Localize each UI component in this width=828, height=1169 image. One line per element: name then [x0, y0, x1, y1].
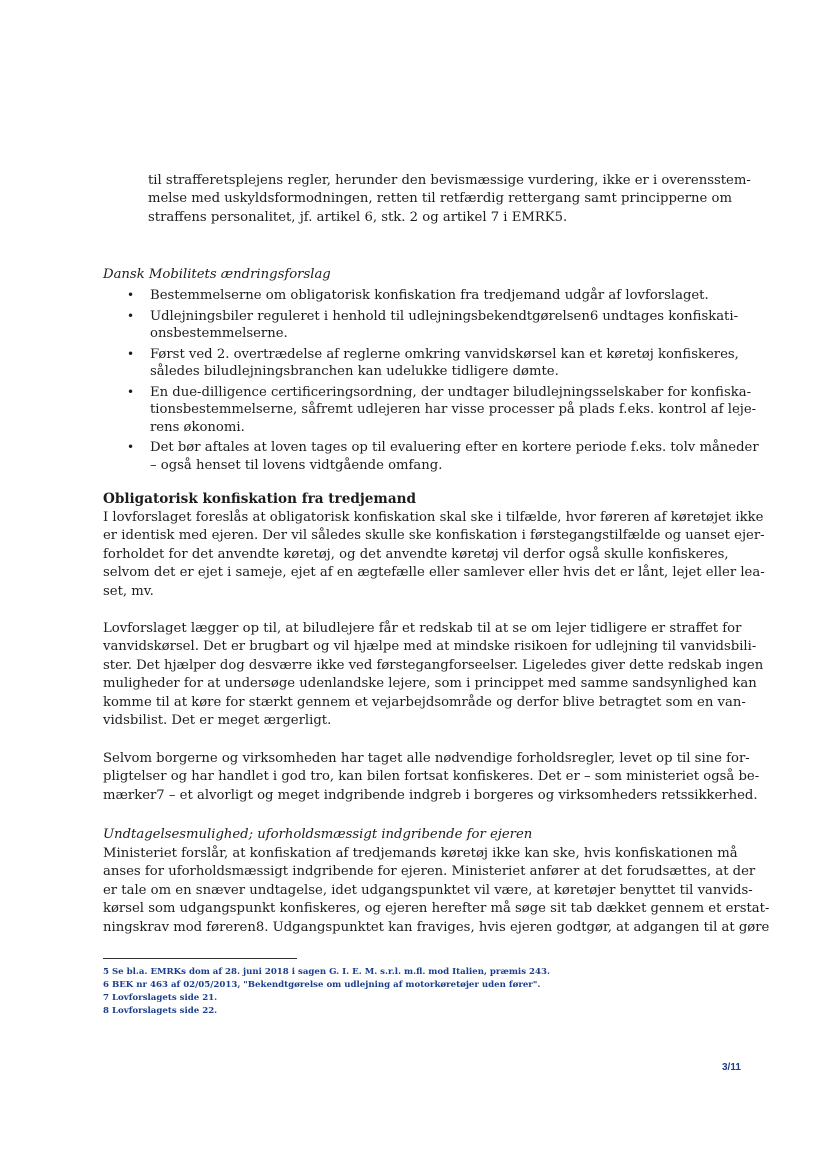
text-line: En due-dilligence certificeringsordning, der undtager biludlejningsselskaber for konfiska-: [150, 384, 752, 400]
text-line: Selvom borgerne og virksomheden har taget alle nødvendige forholdsregler, levet op til sine for-: [103, 751, 750, 766]
list-item: [103, 384, 757, 437]
section-heading-ok: Obligatorisk konfiskation fra tredjemand: [103, 491, 417, 507]
text-line: således biludlejningsbranchen kan udelukke tidligere dømte.: [150, 364, 559, 379]
text-line: mærker7 – et alvorligt og meget indgribende indgreb i borgeres og virksomheders retssikkerhed.: [103, 787, 758, 803]
list-item: [103, 287, 713, 305]
text-line: kørsel som udgangspunkt konfiskeres, og ejeren herefter må søge sit tab dækket gennem et erstat-: [103, 901, 770, 917]
text-line: Ministeriet forslår, at konfiskation af tredjemands køretøj ikke kan ske, hvis konfiskationen må: [103, 846, 738, 861]
footnote-divider: [103, 958, 297, 959]
text-line: Lovforslaget lægger op til, at biludlejere får et redskab til at se om lejer tidligere er straffet for: [103, 621, 742, 636]
bullet-icon: •: [127, 308, 135, 323]
section-heading-dm: Dansk Mobilitets ændringsforslag: [103, 267, 331, 282]
text-line: pligtelser og har handlet i god tro, kan bilen fortsat konfiskeres. Det er – som ministeriet også be-: [103, 769, 760, 785]
text-line: ster. Det hjælper dog desværre ikke ved førstegangforseelser. Ligeledes giver dette redskab ingen: [103, 657, 764, 673]
text-line: anses for uforholdsmæssigt indgribende for ejeren. Ministeriet anfører at det forudsættes, at der: [103, 864, 756, 880]
intro-paragraph: [148, 172, 751, 227]
footnote: 8 Lovforslagets side 22.: [103, 1006, 218, 1016]
bullet-icon: •: [127, 346, 135, 361]
page-number: 3/11: [722, 1062, 741, 1073]
text-line: muligheder for at undersøge udenlandske lejere, som i princippet med samme sandsynlighed kan: [103, 676, 757, 692]
paragraph-2: [103, 620, 764, 730]
text-line: er identisk med ejeren. Der vil således skulle ske konfiskation i førstegangstilfælde og uanset ejer-: [103, 528, 765, 544]
section-heading-ut: Undtagelsesmulighed; uforholdsmæssigt indgribende for ejeren: [103, 827, 533, 842]
text-line: Det bør aftales at loven tages op til evaluering efter en kortere periode f.eks. tolv måneder: [150, 440, 759, 455]
text-line: selvom det er ejet i sameje, ejet af en ægtefælle eller samlever eller hvis det er lånt, lejet eller lea-: [103, 565, 765, 581]
list-item: [103, 346, 739, 381]
paragraph-3: [103, 750, 760, 805]
text-line: Udlejningsbiler reguleret i henhold til udlejningsbekendtgørelsen6 undtages konfiskati-: [150, 308, 739, 324]
text-line: vanvidskørsel. Det er brugbart og vil hjælpe med at mindske risikoen for udlejning til vanvidsbili-: [103, 639, 757, 655]
list-item: [103, 308, 739, 343]
bullet-icon: •: [127, 384, 135, 399]
text-line: vidsbilist. Det er meget ærgerligt.: [103, 713, 332, 729]
text-line: Først ved 2. overtrædelse af reglerne omkring vanvidskørsel kan et køretøj konfiskeres,: [150, 346, 739, 362]
text-line: forholdet for det anvendte køretøj, og det anvendte køretøj vil derfor også skulle konfiskeres,: [103, 546, 729, 562]
paragraph-4: [103, 845, 770, 937]
list-item: [103, 439, 759, 474]
text-line: I lovforslaget foreslås at obligatorisk konfiskation skal ske i tilfælde, hvor føreren af køretøjet ikke: [103, 510, 764, 525]
text-line: rens økonomi.: [150, 419, 245, 435]
text-line: – også henset til lovens vidtgående omfang.: [150, 457, 443, 473]
bullet-list: [103, 287, 759, 477]
text-line: tionsbestemmelserne, såfremt udlejeren har visse processer på plads f.eks. kontrol af leje-: [150, 402, 757, 417]
text-line: Bestemmelserne om obligatorisk konfiskation fra tredjemand udgår af lovforslaget.: [150, 288, 709, 303]
bullet-icon: •: [127, 288, 135, 302]
text-line: til strafferetsplejens regler, herunder den bevismæssige vurdering, ikke er i overensstem-: [148, 173, 751, 188]
footnote: 5 Se bl.a. EMRKs dom af 28. juni 2018 i sagen G. I. E. M. s.r.l. m.fl. mod Italien, præmis 243.: [103, 967, 550, 977]
text-line: onsbestemmelserne.: [150, 326, 288, 341]
footnote: 6 BEK nr 463 af 02/05/2013, "Bekendtgørelse om udlejning af motorkøretøjer uden fører".: [103, 980, 541, 990]
text-line: er tale om en snæver undtagelse, idet udgangspunktet vil være, at køretøjer benyttet til vanvids-: [103, 882, 753, 898]
footnotes: [103, 966, 713, 1018]
paragraph-1: [103, 509, 765, 601]
text-line: melse med uskyldsformodningen, retten til retfærdig rettergang samt principperne om: [148, 191, 732, 207]
text-line: ningskrav mod føreren8. Udgangspunktet kan fraviges, hvis ejeren godtgør, at adgangen til at gøre: [103, 919, 770, 935]
bullet-icon: •: [127, 440, 135, 454]
text-line: set, mv.: [103, 583, 154, 599]
text-line: komme til at køre for stærkt gennem et vejarbejdsområde og derfor blive betragtet som en van-: [103, 694, 746, 710]
text-line: straffens personalitet, jf. artikel 6, stk. 2 og artikel 7 i EMRK5.: [148, 209, 568, 225]
footnote: 7 Lovforslagets side 21.: [103, 993, 218, 1003]
